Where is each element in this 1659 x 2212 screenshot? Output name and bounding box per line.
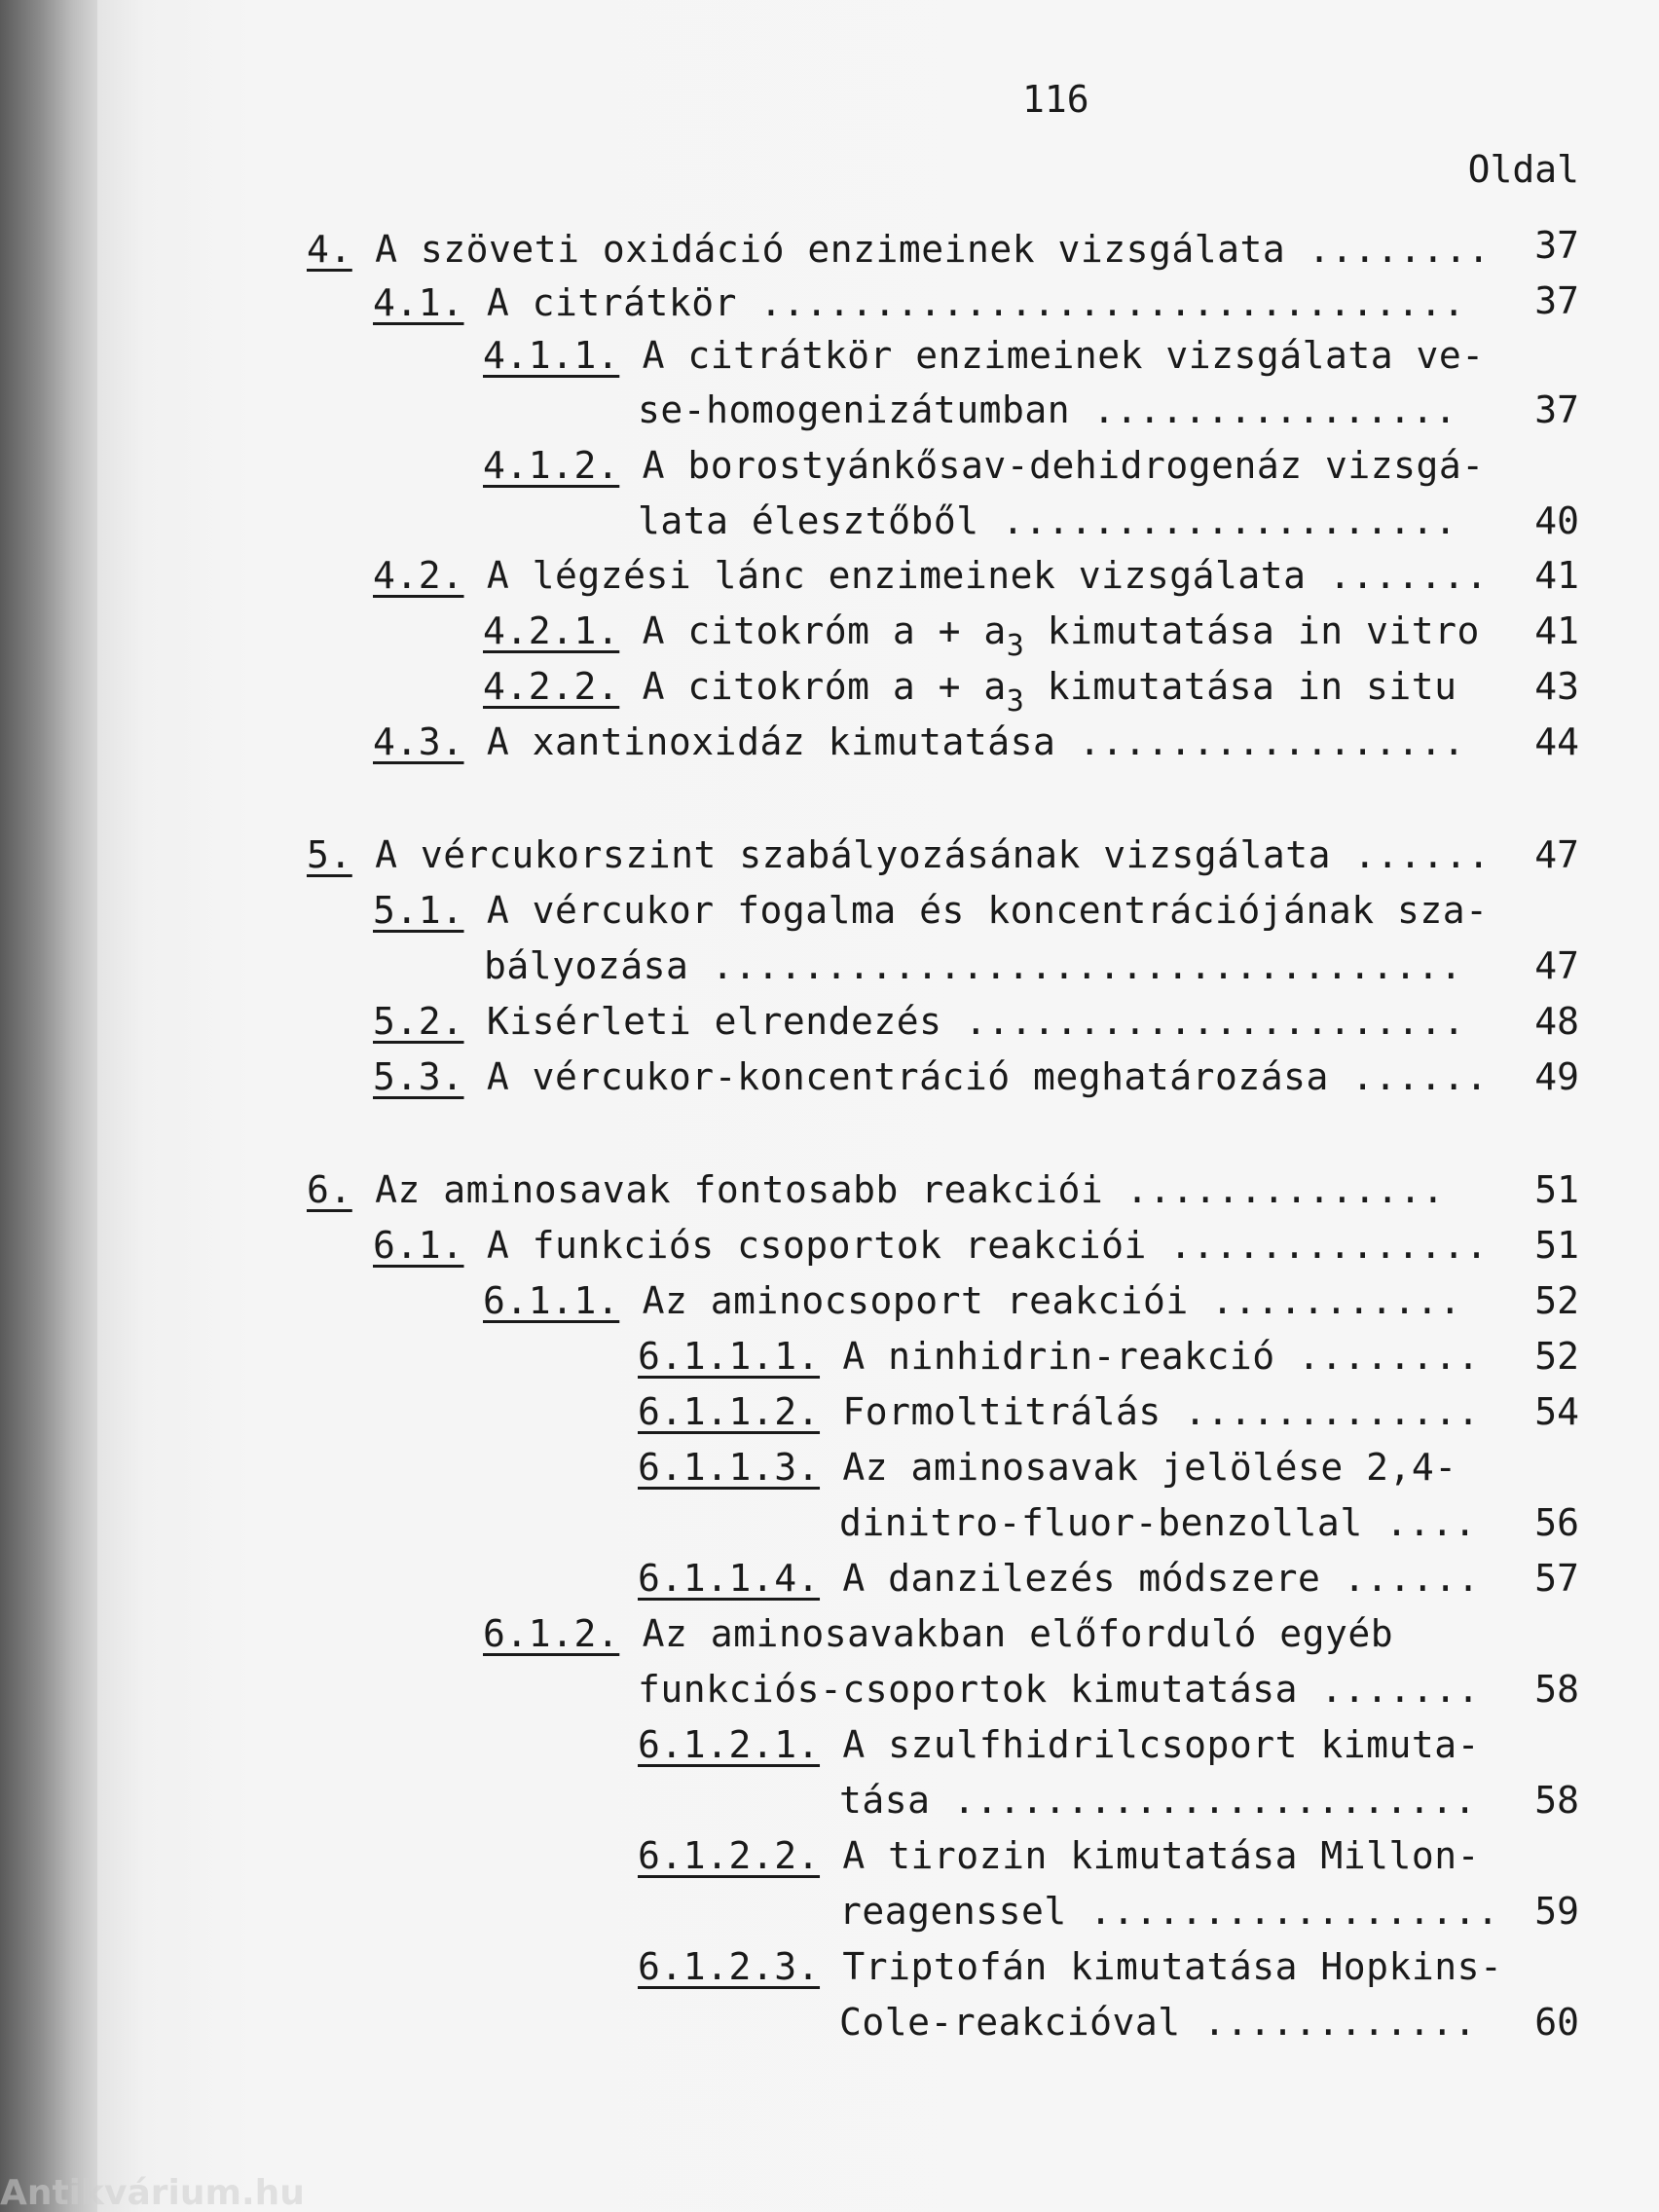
toc-page: 44	[1534, 720, 1579, 763]
toc-title: A vércukor-koncentráció meghatározása ......	[486, 1055, 1489, 1098]
subscript: 3	[1006, 629, 1025, 663]
toc-title: Az aminosavakban előforduló egyéb	[642, 1612, 1394, 1655]
toc-title: A vércukorszint szabályozásának vizsgálata ......	[375, 833, 1491, 876]
toc-entry	[638, 1828, 1480, 1884]
toc-page: 40	[1534, 499, 1579, 542]
toc-page: 37	[1534, 224, 1579, 267]
toc-number: 6.1.2.2.	[638, 1834, 821, 1877]
toc-number: 6.1.1.2.	[638, 1390, 821, 1433]
toc-title: Formoltitrálás .............	[842, 1390, 1481, 1433]
toc-title: A szöveti oxidáció enzimeinek vizsgálata ........	[375, 228, 1491, 271]
toc-page: 57	[1534, 1557, 1579, 1600]
toc-title: A funkciós csoportok reakciói ..............	[486, 1224, 1489, 1267]
toc-page: 59	[1534, 1890, 1579, 1933]
toc-title: A szulfhidrilcsoport kimuta-	[842, 1723, 1481, 1766]
toc-entry	[638, 1384, 1480, 1440]
toc-number: 4.2.1.	[483, 609, 620, 652]
toc-entry	[638, 1939, 1502, 1995]
toc-number: 4.1.	[373, 281, 464, 324]
toc-number: 6.1.1.1.	[638, 1335, 821, 1378]
toc-entry-continuation	[839, 1995, 1477, 2050]
toc-number: 4.	[307, 228, 352, 271]
toc-page: 54	[1534, 1390, 1579, 1433]
toc-page: 47	[1534, 833, 1579, 876]
toc-page: 47	[1534, 944, 1579, 987]
toc-number: 6.1.1.3.	[638, 1446, 821, 1489]
toc-entry	[638, 1717, 1480, 1773]
toc-entry	[638, 1329, 1480, 1384]
toc-entry	[483, 659, 1456, 718]
toc-entry-continuation	[638, 383, 1457, 438]
toc-entry-continuation	[839, 1773, 1477, 1828]
toc-page: 48	[1534, 1000, 1579, 1043]
toc-entry-continuation	[638, 1662, 1480, 1717]
toc-title: A citrátkör enzimeinek vizsgálata ve-	[642, 334, 1485, 377]
toc-title: A vércukor fogalma és koncentrációjának sza-	[486, 889, 1489, 932]
toc-page: 37	[1534, 388, 1579, 431]
toc-entry-continuation	[484, 939, 1462, 994]
toc-title: se-homogenizátumban ................	[638, 388, 1457, 431]
toc-entry	[373, 883, 1489, 939]
toc-number: 6.1.	[373, 1224, 464, 1267]
toc-entry	[483, 604, 1480, 662]
toc-page: 58	[1534, 1668, 1579, 1711]
toc-entry	[373, 1050, 1489, 1105]
page-number: 116	[1022, 78, 1089, 121]
toc-number: 4.1.1.	[483, 334, 620, 377]
toc-title-rest: kimutatása in vitro	[1024, 609, 1480, 652]
toc-page: 52	[1534, 1279, 1579, 1322]
toc-entry	[307, 222, 1491, 277]
toc-number: 5.2.	[373, 1000, 464, 1043]
toc-entry-continuation	[839, 1884, 1499, 1939]
toc-title: Az aminosavak fontosabb reakciói ..............	[375, 1168, 1445, 1211]
toc-page: 49	[1534, 1055, 1579, 1098]
toc-page: 41	[1534, 609, 1579, 652]
toc-title: lata élesztőből ....................	[638, 499, 1457, 542]
toc-title: A citokróm a + a	[642, 609, 1007, 652]
toc-number: 6.1.1.4.	[638, 1557, 821, 1600]
toc-title: bályozása .................................	[484, 944, 1463, 987]
toc-title: dinitro-fluor-benzollal ....	[839, 1501, 1477, 1544]
toc-entry-continuation	[839, 1495, 1477, 1551]
toc-entry	[483, 438, 1485, 494]
toc-page: 51	[1534, 1168, 1579, 1211]
toc-page: 51	[1534, 1224, 1579, 1267]
toc-title: Triptofán kimutatása Hopkins-	[842, 1945, 1503, 1988]
toc-entry	[373, 548, 1489, 604]
toc-title: tása .......................	[839, 1779, 1477, 1822]
toc-page: 43	[1534, 665, 1579, 708]
toc-title: A borostyánkősav-dehidrogenáz vizsgá-	[642, 444, 1485, 487]
toc-entry	[373, 994, 1465, 1050]
toc-number: 4.1.2.	[483, 444, 620, 487]
toc-number: 4.3.	[373, 720, 464, 763]
toc-number: 6.	[307, 1168, 352, 1211]
watermark: Antikvárium.hu	[0, 2173, 305, 2212]
toc-entry	[373, 276, 1465, 331]
toc-entry	[307, 1162, 1445, 1218]
toc-title: A xantinoxidáz kimutatása .................	[486, 720, 1466, 763]
subscript: 3	[1006, 684, 1025, 719]
toc-number: 4.2.2.	[483, 665, 620, 708]
toc-page: 52	[1534, 1335, 1579, 1378]
toc-number: 4.2.	[373, 554, 464, 597]
toc-page: 41	[1534, 554, 1579, 597]
toc-number: 5.1.	[373, 889, 464, 932]
toc-number: 6.1.2.	[483, 1612, 620, 1655]
toc-title: reagenssel ..................	[839, 1890, 1499, 1933]
toc-number: 6.1.1.	[483, 1279, 620, 1322]
toc-page: 58	[1534, 1779, 1579, 1822]
toc-page: 37	[1534, 279, 1579, 322]
toc-title: A légzési lánc enzimeinek vizsgálata .......	[486, 554, 1489, 597]
toc-number: 6.1.2.3.	[638, 1945, 821, 1988]
toc-entry	[638, 1440, 1457, 1495]
toc-page: 56	[1534, 1501, 1579, 1544]
toc-entry	[307, 828, 1491, 883]
page-column-header: Oldal	[1467, 148, 1579, 191]
toc-title: A danzilezés módszere ......	[842, 1557, 1481, 1600]
toc-number: 5.3.	[373, 1055, 464, 1098]
toc-number: 6.1.2.1.	[638, 1723, 821, 1766]
toc-title: Az aminosavak jelölése 2,4-	[842, 1446, 1457, 1489]
toc-entry-continuation	[638, 494, 1457, 549]
toc-title: Az aminocsoport reakciói ...........	[642, 1279, 1462, 1322]
toc-entry	[483, 1606, 1393, 1662]
toc-page: 60	[1534, 2001, 1579, 2044]
toc-entry	[483, 328, 1485, 384]
toc-title: A citokróm a + a	[642, 665, 1007, 708]
toc-entry	[483, 1273, 1461, 1329]
document-page	[97, 0, 1659, 2212]
book-binding-edge	[0, 0, 97, 2212]
toc-title: A citrátkör ...............................	[486, 281, 1466, 324]
toc-entry	[638, 1551, 1480, 1606]
toc-title: Kisérleti elrendezés ......................	[486, 1000, 1466, 1043]
toc-title: A ninhidrin-reakció ........	[842, 1335, 1481, 1378]
toc-entry	[373, 1218, 1489, 1273]
toc-entry	[373, 715, 1465, 770]
toc-title: funkciós-csoportok kimutatása .......	[638, 1668, 1480, 1711]
toc-title: Cole-reakcióval ............	[839, 2001, 1477, 2044]
toc-title: A tirozin kimutatása Millon-	[842, 1834, 1481, 1877]
toc-title-rest: kimutatása in situ	[1024, 665, 1457, 708]
toc-number: 5.	[307, 833, 352, 876]
